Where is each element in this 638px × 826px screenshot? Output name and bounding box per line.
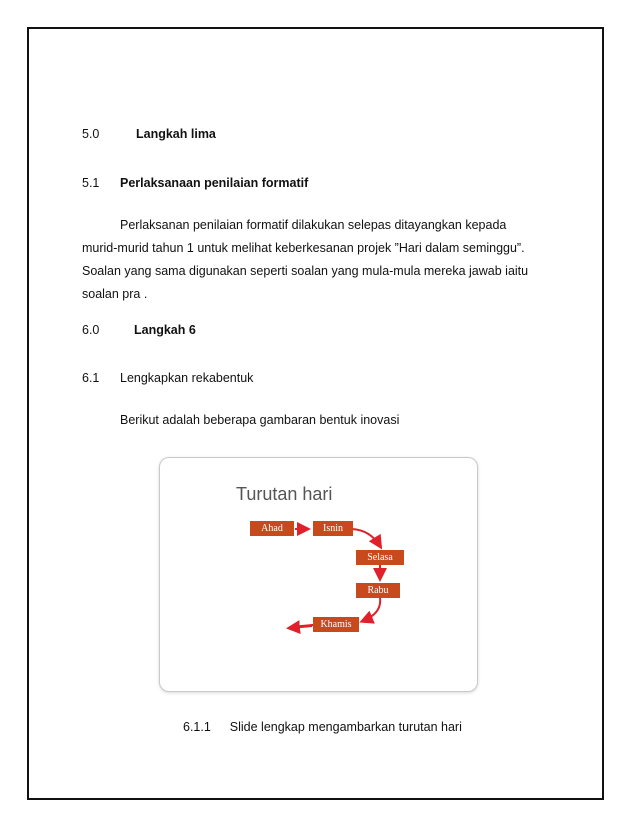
section-heading [0, 176, 309, 190]
arrow-rabu-khamis [363, 598, 380, 621]
section-number: 5.0 [82, 127, 100, 141]
paragraph-line: soalan pra . [82, 287, 148, 301]
section-title: Lengkapkan rekabentuk [120, 371, 254, 385]
paragraph-line: murid-murid tahun 1 untuk melihat keberkesanan projek ”Hari dalam seminggu”. [82, 241, 525, 255]
figure-caption [183, 720, 462, 734]
caption-number: 6.1.1 [183, 720, 211, 734]
arrow-isnin-selasa [352, 529, 380, 546]
section-title: Langkah 6 [134, 323, 196, 337]
body-paragraph [82, 214, 545, 306]
day-box-selasa: Selasa [356, 550, 404, 565]
caption-text: Slide lengkap mengambarkan turutan hari [229, 720, 462, 734]
section-number: 6.0 [82, 323, 100, 337]
paragraph-line: Soalan yang sama digunakan seperti soalan yang mula-mula mereka jawab iaitu [82, 264, 529, 278]
section-heading [0, 371, 254, 385]
section-title: Perlaksanaan penilaian formatif [120, 176, 309, 190]
slide-title: Turutan hari [236, 484, 333, 504]
intro-text: Berikut adalah beberapa gambaran bentuk inovasi [120, 413, 400, 427]
section-number: 6.1 [82, 371, 100, 385]
day-box-rabu: Rabu [356, 583, 400, 598]
day-box-khamis: Khamis [313, 617, 359, 632]
section-title: Langkah lima [136, 127, 216, 141]
slide-image [159, 457, 478, 692]
section-heading [0, 127, 216, 141]
day-box-ahad: Ahad [250, 521, 294, 536]
section-heading [0, 323, 196, 337]
arrow-layer [160, 458, 477, 691]
section-number: 5.1 [82, 176, 100, 190]
day-box-isnin: Isnin [313, 521, 353, 536]
paragraph-line: Perlaksanan penilaian formatif dilakukan selepas ditayangkan kepada [120, 218, 507, 232]
